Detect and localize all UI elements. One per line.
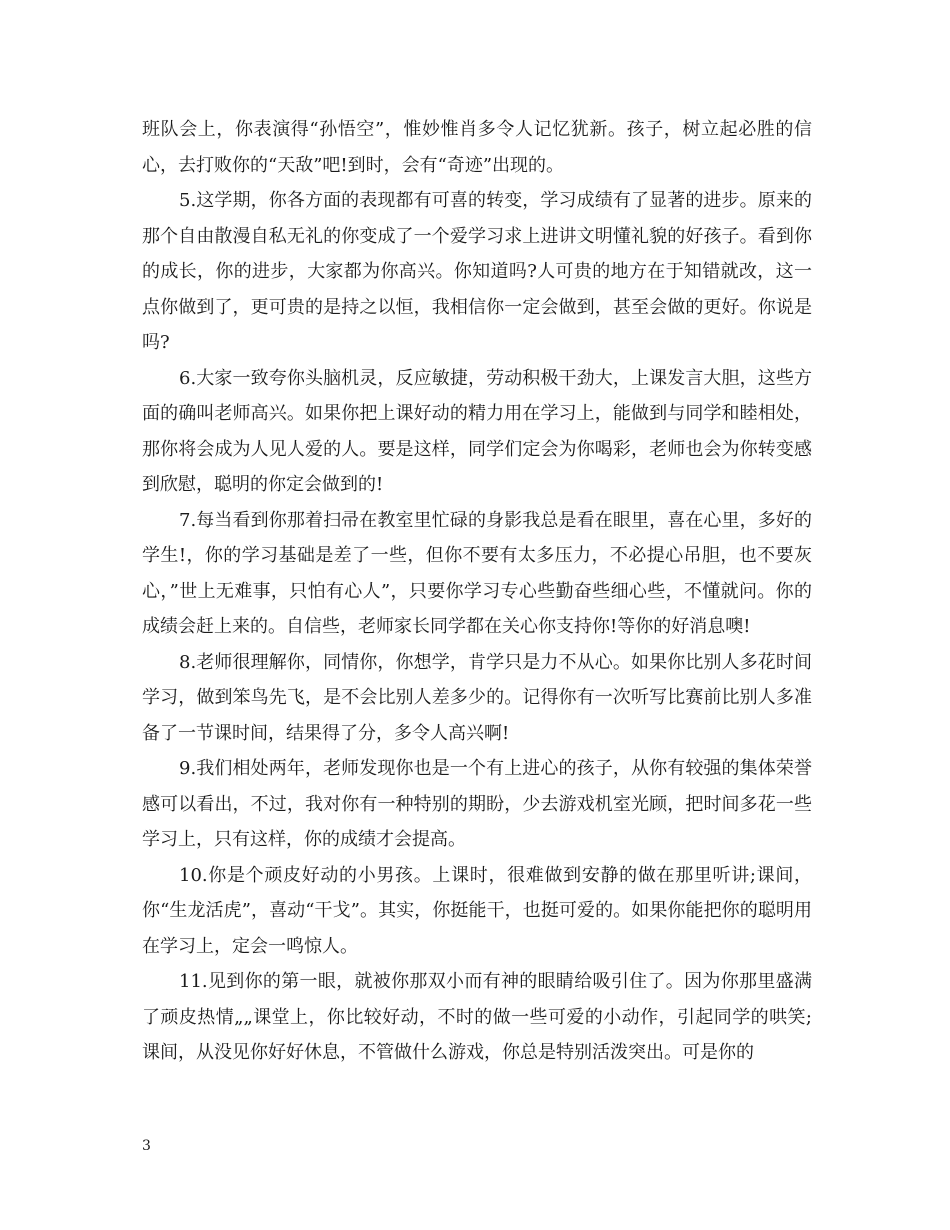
body-text bbox=[142, 112, 812, 1071]
paragraph-6: 6.大家一致夸你头脑机灵，反应敏捷，劳动积极干劲大，上课发言大胆，这些方面的确叫老师高兴。如果你把上课好动的精力用在学习上，能做到与同学和睦相处，那你将会成为人见人爱的人。要是这样，同学们定会为你喝彩，老师也会为你转变感到欣慰，聪明的你定会做到的! bbox=[142, 367, 812, 495]
paragraph-11: 11.见到你的第一眼，就被你那双小而有神的眼睛给吸引住了。因为你那里盛满了顽皮热情„„课堂上，你比较好动，不时的做一些可爱的小动作，引起同学的哄笑;课间，从没见你好好休息，不管做什么游戏，你总是特别活泼突出。可是你的 bbox=[142, 971, 812, 1063]
paragraph-8: 8.老师很理解你，同情你，你想学，肯学只是力不从心。如果你比别人多花时间学习，做到笨鸟先飞，是不会比别人差多少的。记得你有一次听写比赛前比别人多准备了一节课时间，结果得了分，多令人高兴啊! bbox=[142, 651, 812, 744]
paragraph-9: 9.我们相处两年，老师发现你也是一个有上进心的孩子，从你有较强的集体荣誉感可以看出，不过，我对你有一种特别的期盼，少去游戏机室光顾，把时间多花一些学习上，只有这样，你的成绩才会提高。 bbox=[142, 758, 812, 850]
paragraph-10: 10.你是个顽皮好动的小男孩。上课时，很难做到安静的做在那里听讲;课间，你“生龙活虎”，喜动“干戈”。其实，你挺能干，也挺可爱的。如果你能把你的聪明用在学习上，定会一鸣惊人。 bbox=[142, 864, 812, 957]
paragraph-continued: 班队会上，你表演得“孙悟空”，惟妙惟肖多令人记忆犹新。孩子，树立起必胜的信心，去打败你的“天敌”吧!到时，会有“奇迹”出现的。 bbox=[142, 119, 812, 176]
paragraph-7: 7.每当看到你那着扫帚在教室里忙碌的身影我总是看在眼里，喜在心里，多好的学生!，你的学习基础是差了一些，但你不要有太多压力，不必提心吊胆，也不要灰心，”世上无难事，只怕有心人”，只要你学习专心些勤奋些细心些，不懂就问。你的成绩会赶上来的。自信些，老师家长同学都在关心你支持你!等你的好消息噢! bbox=[142, 509, 812, 637]
paragraph-5: 5.这学期，你各方面的表现都有可喜的转变，学习成绩有了显著的进步。原来的那个自由散漫自私无礼的你变成了一个爱学习求上进讲文明懂礼貌的好孩子。看到你的成长，你的进步，大家都为你高兴。你知道吗?人可贵的地方在于知错就改，这一点你做到了，更可贵的是持之以恒，我相信你一定会做到，甚至会做的更好。你说是吗? bbox=[142, 190, 812, 353]
page-number: 3 bbox=[142, 1138, 151, 1154]
